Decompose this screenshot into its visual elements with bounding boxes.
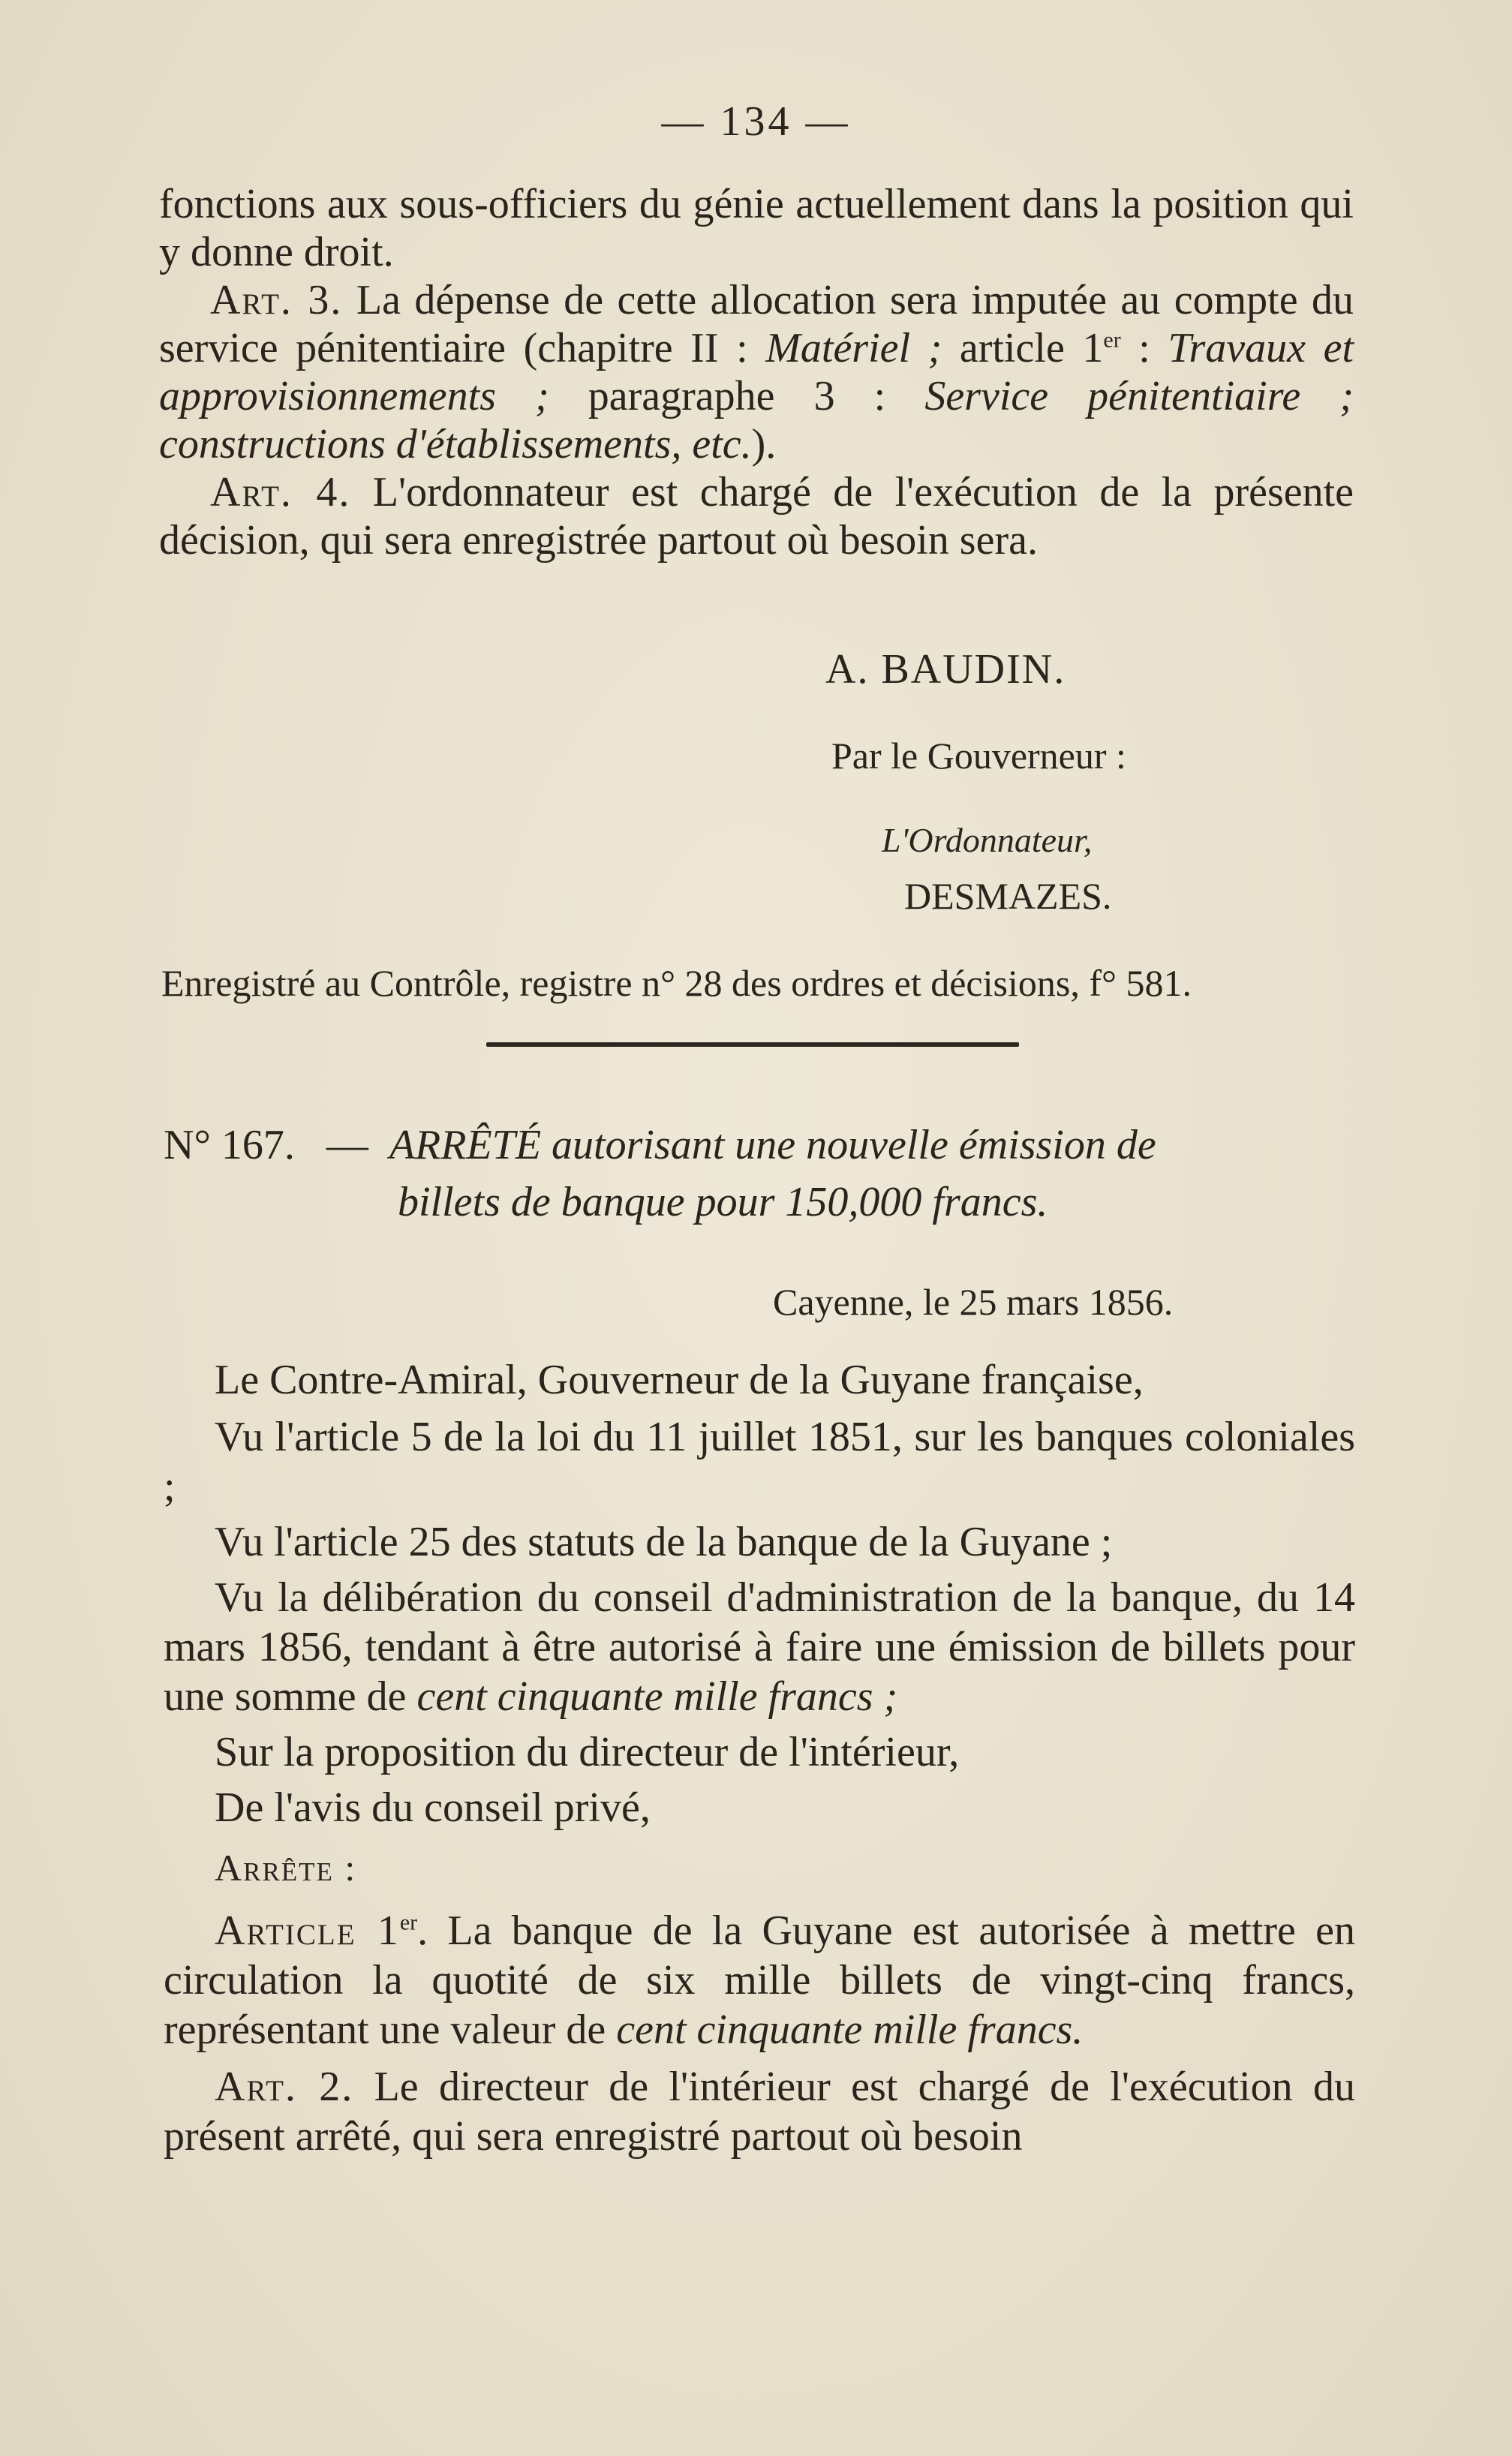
signature-name: A. BAUDIN. [825, 646, 1066, 693]
top-articles [159, 180, 1354, 564]
avis: De l'avis du conseil privé, [215, 1784, 651, 1831]
registration-note: Enregistré au Contrôle, registre n° 28 des ordres et décisions, f° 581. [161, 962, 1192, 1004]
signature-role: L'Ordonnateur, [882, 821, 1093, 859]
article-2-text: Le directeur de l'intérieur est chargé de l'exécution du présent arrêté, qui sera enregistré partout où besoin [164, 2064, 1356, 2160]
article-1-text: . La banque de la Guyane est autorisée à mettre en circulation la quotité de six mille billets de vingt-cinq francs, représentant une valeur de [164, 1907, 1355, 2053]
vu-3-amount: cent cinquante mille francs ; [416, 1673, 898, 1720]
article-4 [159, 468, 1354, 564]
vu-3-text: Vu la délibération du conseil d'administration de la banque, du 14 mars 1856, tendant à être autorisé à faire une émission de billets pour une somme de [164, 1574, 1355, 1720]
article-3-text: La dépense de cette allocation sera imputée au compte du service pénitentiaire (chapitre II : [159, 277, 1354, 371]
decree-body [164, 1355, 1355, 2161]
decree-number: N° 167. [164, 1122, 295, 1168]
article-3-text-e: ). [751, 421, 777, 467]
decree-header [164, 1117, 1357, 1231]
article-3-materiel: Matériel ; [765, 325, 942, 371]
article-3-text-d: paragraphe 3 : [549, 373, 925, 419]
vu-2: Vu l'article 25 des statuts de la banque de la Guyane ; [215, 1519, 1113, 1565]
page-number: — 134 — [661, 98, 851, 145]
registration-wrap [161, 959, 1362, 1007]
signature-ordonnateur: DESMAZES. [904, 875, 1112, 917]
preamble: Le Contre-Amiral, Gouverneur de la Guyane française, [215, 1357, 1144, 1403]
article-2 [164, 2062, 1355, 2161]
article-3-text-c: : [1120, 325, 1168, 371]
arrete-heading: Arrête : [215, 1847, 357, 1889]
place-date-wrap [773, 1278, 1298, 1326]
decree-title-line1 [164, 1117, 1357, 1174]
separator-rule [486, 1042, 1019, 1047]
vu-1: Vu l'article 5 de la loi du 11 juillet 1851, sur les banques coloniales ; [164, 1414, 1355, 1510]
article-4-label: Art. 4. [210, 469, 351, 516]
signature-par-wrap [831, 732, 1357, 780]
article-3-travaux: Travaux et approvisionnements ; [159, 325, 1354, 419]
sur-proposition: Sur la proposition du directeur de l'intérieur, [215, 1729, 960, 1775]
decree-title-text: ARRÊTÉ autorisant une nouvelle émission de [389, 1122, 1156, 1168]
article-3-sup: er [1103, 327, 1121, 353]
article-3 [159, 276, 1354, 468]
article-1-amount: cent cinquante mille francs. [616, 2007, 1084, 2053]
article-2-label: Art. 2. [215, 2064, 354, 2110]
place-date: Cayenne, le 25 mars 1856. [773, 1281, 1174, 1323]
signature-role-wrap [882, 816, 1332, 864]
article-3-label: Art. 3. [210, 277, 343, 323]
vu-3 [164, 1573, 1355, 1721]
continuation-paragraph: fonctions aux sous-officiers du génie actuellement dans la position qui y donne droit. [159, 181, 1354, 275]
article-1-label: Article 1 [215, 1907, 400, 1954]
article-1 [164, 1906, 1355, 2055]
signature-ordonnateur-wrap [904, 872, 1354, 920]
article-4-text: L'ordonnateur est chargé de l'exécution de la présente décision, qui sera enregistrée partout où besoin sera. [159, 469, 1354, 564]
article-3-service: Service pénitentiaire ; constructions d'établissements, etc. [159, 373, 1354, 467]
signature-block [825, 645, 1276, 693]
decree-dash: — [326, 1122, 368, 1168]
article-1-sup: er [399, 1910, 418, 1935]
signature-par: Par le Gouverneur : [831, 735, 1126, 777]
article-3-text-b: article 1 [942, 325, 1104, 371]
decree-title-line2: billets de banque pour 150,000 francs. [398, 1179, 1048, 1225]
